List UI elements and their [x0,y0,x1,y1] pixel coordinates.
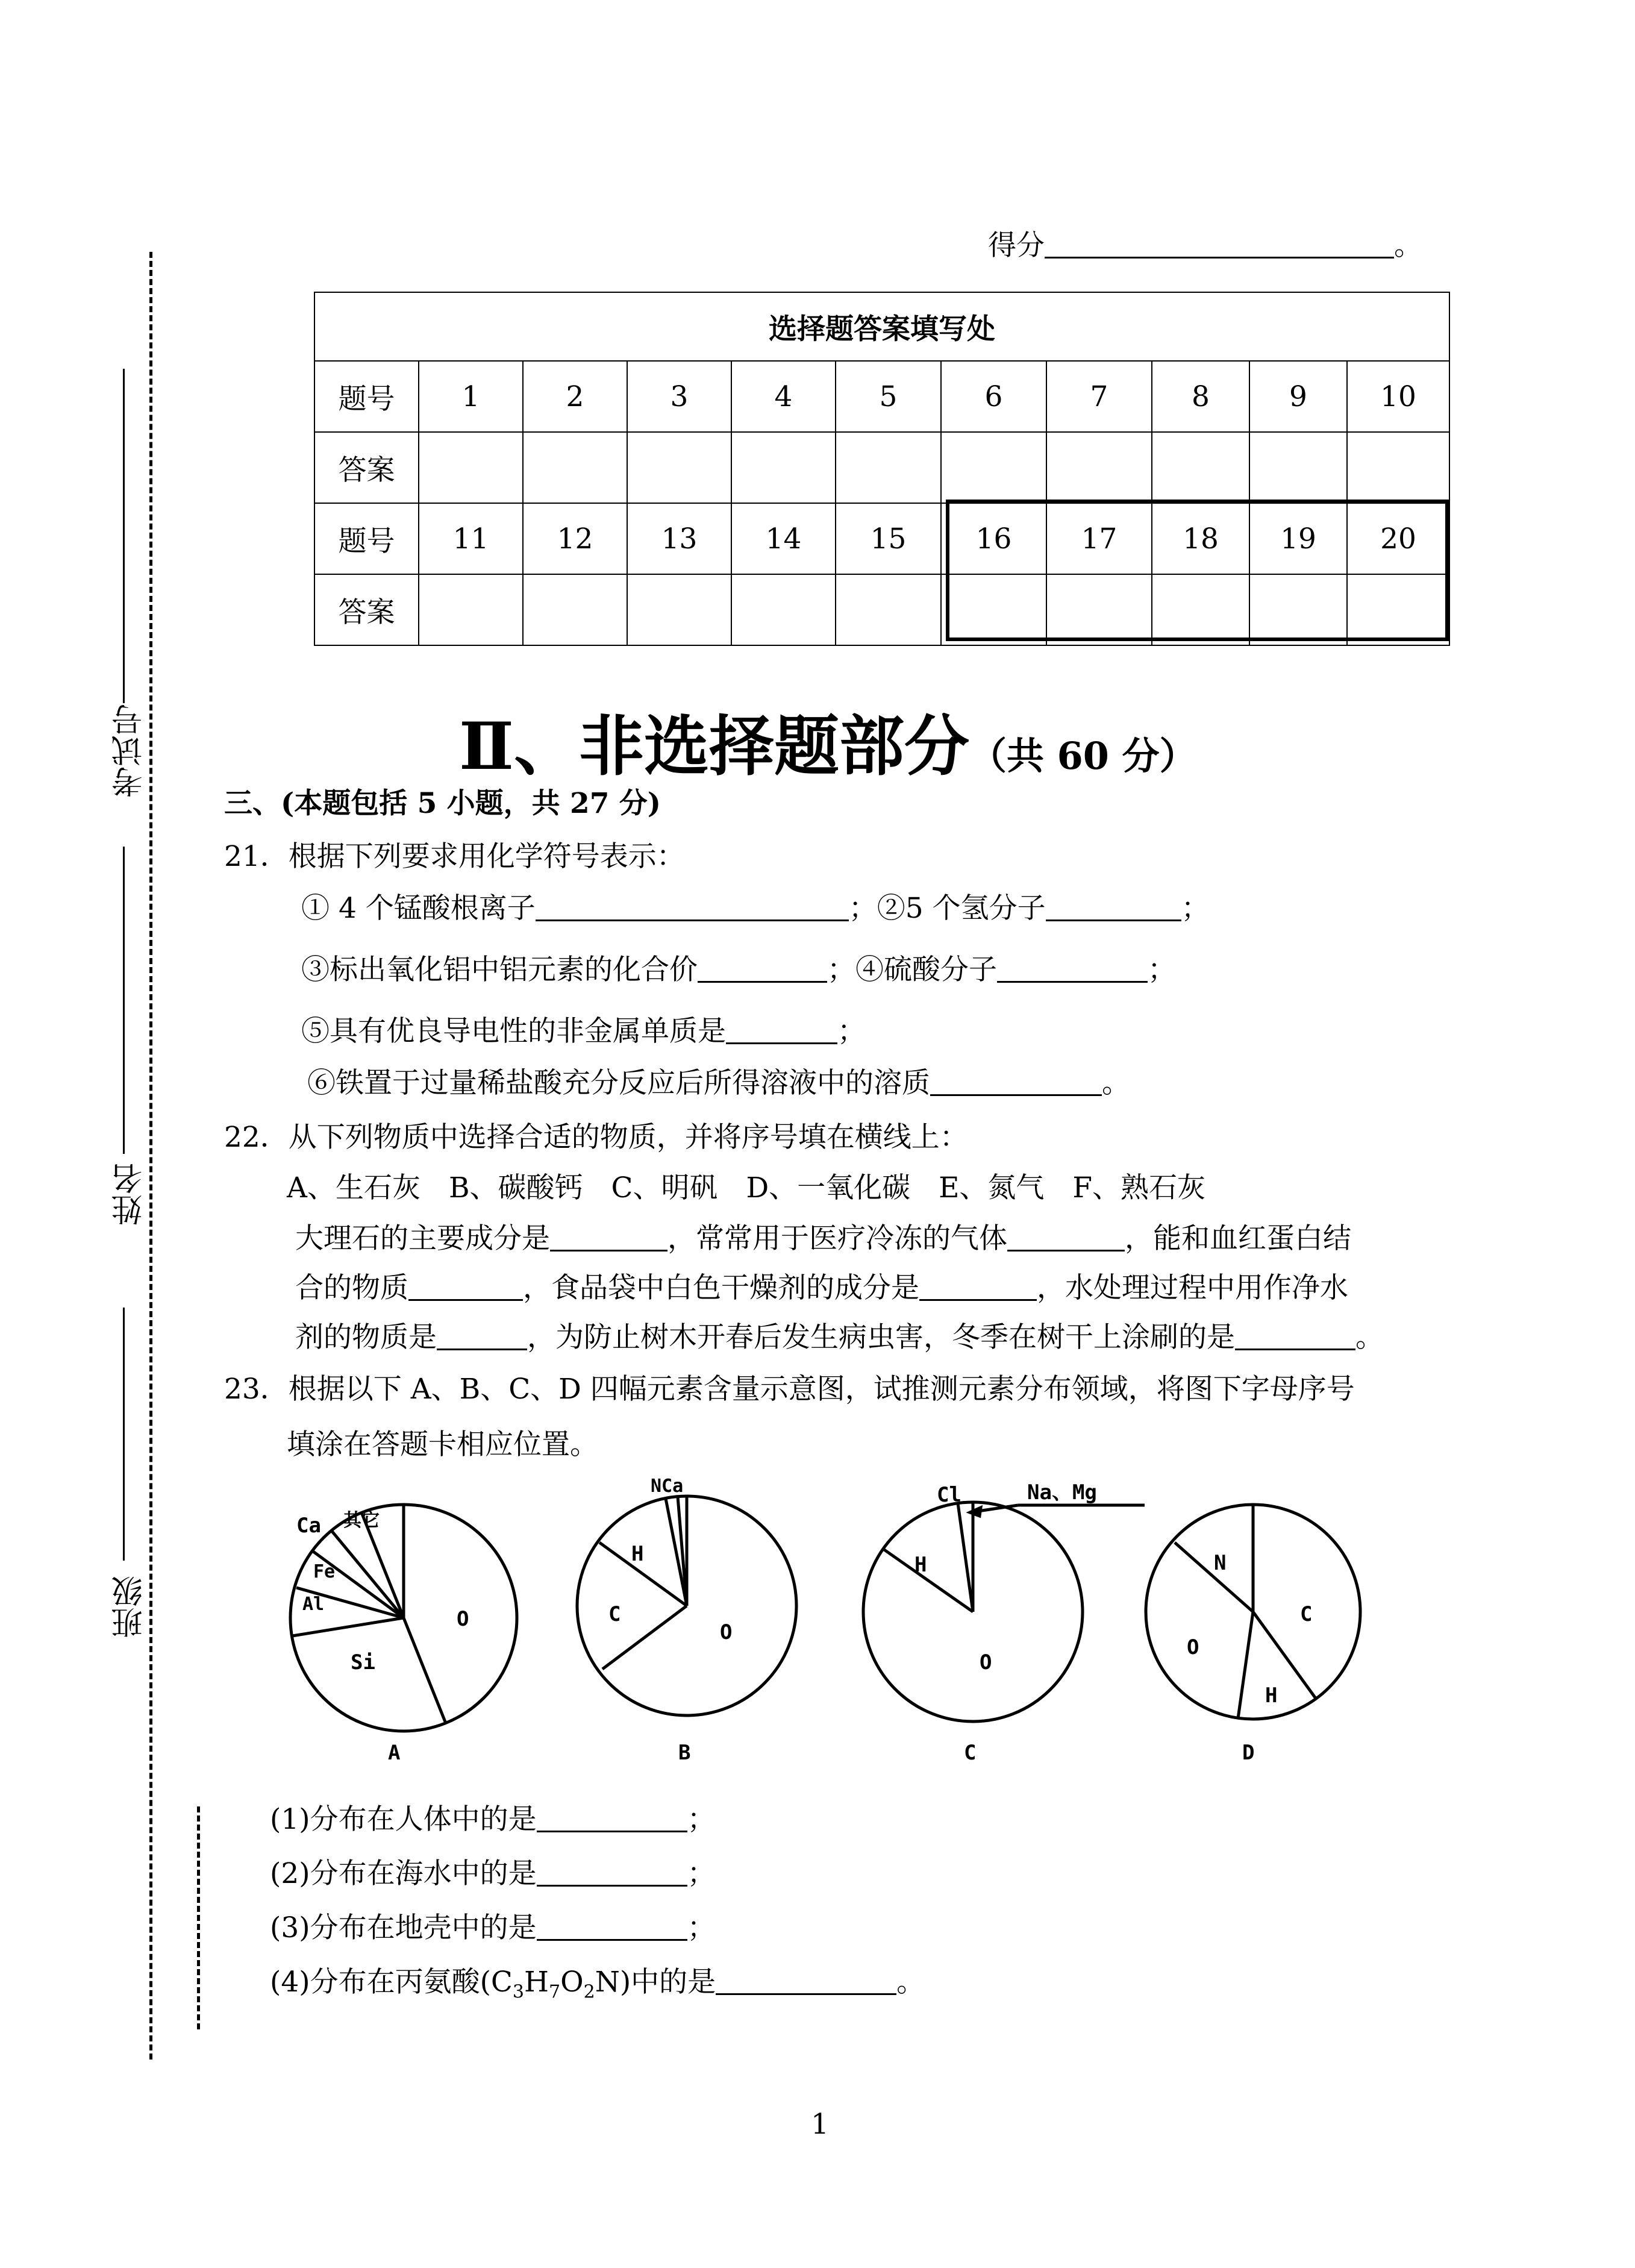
answer-cell[interactable] [836,432,941,503]
pie-d-label: H [1265,1684,1278,1708]
pie-a-label: Fe [313,1561,336,1582]
q21-line2: ③标出氧化铝中铝元素的化合价 ；④硫酸分子 ； [301,953,1176,986]
score-line: 得分 。 [988,229,1422,262]
class-label: 班级 [112,1576,148,1638]
pie-a [290,1505,517,1765]
pie-b [577,1476,796,1765]
section3-heading: 三、(本题包括 5 小题，共 27 分) [224,787,661,820]
q22-line1: 大理石的主要成分是 ，常常用于医疗冷冻的气体 ，能和血红蛋白结 [295,1222,1351,1255]
pie-d-label: N [1214,1551,1227,1575]
table-title: 选择题答案填写处 [314,292,1449,361]
answer-blank[interactable] [930,1070,1102,1096]
answer-cell[interactable] [731,574,836,645]
answer-cell[interactable] [1152,432,1249,503]
answer-blank[interactable] [1046,895,1181,921]
q23-stem-2: 填涂在答题卡相应位置。 [287,1428,598,1461]
answer-cell[interactable] [1046,574,1152,645]
table-row [314,432,1449,503]
binding-dash-line [149,252,152,2060]
table-row: 题号 11 12 13 14 15 16 17 18 19 20 [314,503,1449,574]
a-label: 答案 [314,574,419,645]
pie-d [1146,1505,1360,1765]
pie-b-letter: B [678,1741,691,1765]
pie-b-label: NCa [651,1476,684,1497]
q23-sub4: (4)分布在丙氨酸$(C_3H_7O_2N)$中的是 。 [270,1966,925,2003]
pie-d-label: O [1187,1635,1199,1659]
q23-sub2: (2)分布在海水中的是 ； [270,1857,716,1890]
q22-line2: 合的物质 ，食品袋中白色干燥剂的成分是 ，水处理过程中用作净水 [295,1271,1348,1305]
pie-c [863,1480,1145,1765]
pie-d-letter: D [1242,1741,1255,1765]
q23-sub1: (1)分布在人体中的是 ； [270,1803,716,1836]
answer-blank[interactable] [919,1275,1037,1301]
pie-a-label: Si [351,1650,375,1674]
element-pie-diagrams [265,1476,1446,1778]
answer-cell[interactable] [731,432,836,503]
answer-cell[interactable] [523,432,627,503]
answer-cell[interactable] [523,574,627,645]
exam-no-line [123,369,125,703]
q22-options: A、生石灰 B、碳酸钙 C、明矾 D、一氧化碳 E、氮气 F、熟石灰 [287,1171,1206,1204]
answer-cell[interactable] [941,432,1046,503]
answer-blank[interactable] [726,1018,837,1044]
table-row: 题号 1 2 3 4 5 6 7 8 9 10 [314,361,1449,432]
answer-cell[interactable] [419,432,523,503]
pie-a-label: O [457,1607,469,1631]
answer-blank[interactable] [698,957,827,983]
name-label: 姓名 [112,1163,148,1226]
score-label: 得分 [988,229,1045,262]
answer-cell[interactable] [419,574,523,645]
answer-blank[interactable] [408,1275,523,1301]
q22-line3: 剂的物质是 ，为防止树木开春后发生病虫害，冬季在树干上涂刷的是 。 [295,1321,1384,1354]
score-blank[interactable] [1045,233,1394,258]
answer-blank[interactable] [537,1861,687,1887]
answer-blank[interactable] [437,1324,527,1350]
q23-stem-1: 23．根据以下 A、B、C、D 四幅元素含量示意图，试推测元素分布领域，将图下字母序号 [224,1373,1355,1406]
answer-cell[interactable] [1152,574,1249,645]
q21-line1: ① 4 个锰酸根离子 ；②5 个氢分子 ； [301,892,1210,925]
pie-c-label: O [980,1650,992,1674]
answer-blank[interactable] [550,1226,667,1251]
answer-blank[interactable] [537,1806,687,1832]
part2-sub: （共 60 分） [969,734,1197,778]
part2-title: Ⅱ、非选择题部分 [459,709,970,785]
pie-b-label: O [720,1620,733,1644]
page-number: 1 [811,2108,829,2141]
answer-cell[interactable] [1249,574,1347,645]
pie-a-label: Al [302,1594,325,1615]
a-label: 答案 [314,432,419,503]
answer-cell[interactable] [627,432,731,503]
answer-blank[interactable] [997,957,1148,983]
answer-cell[interactable] [836,574,941,645]
answer-cell[interactable] [1347,574,1449,645]
pie-d-label: C [1300,1602,1313,1626]
pie-b-label: H [631,1542,644,1566]
q-label: 题号 [314,361,419,432]
pie-a-letter: A [388,1741,401,1765]
part2-heading [459,694,1196,788]
name-line [123,847,125,1154]
answer-cell[interactable] [627,574,731,645]
answer-cell[interactable] [941,574,1046,645]
q-label: 题号 [314,503,419,574]
pie-c-label: Na、Mg [1027,1480,1097,1505]
exam-no-label: 考试号 [112,704,148,798]
q21-line4: ⑥铁置于过量稀盐酸充分反应后所得溶液中的溶质 。 [307,1067,1130,1100]
answer-cell[interactable] [1046,432,1152,503]
answer-blank[interactable] [536,895,849,921]
class-line [123,1308,125,1561]
pie-a-label: 其它 [343,1510,380,1531]
answer-blank[interactable] [537,1915,687,1941]
pie-c-label: H [914,1553,927,1577]
binding-dash-line-lower [197,1806,200,2029]
answer-blank[interactable] [716,1969,896,1995]
q21-line3: ⑤具有优良导电性的非金属单质是 ； [301,1015,866,1048]
pie-c-label: Cl [937,1483,961,1507]
table-row [314,574,1449,645]
q22-stem: 22．从下列物质中选择合适的物质，并将序号填在横线上： [224,1121,968,1154]
pie-a-label: Ca [296,1514,321,1538]
q23-sub3: (3)分布在地壳中的是 ； [270,1911,716,1944]
answer-table [314,292,1450,646]
answer-blank[interactable] [1235,1324,1355,1350]
pie-b-label: C [608,1602,621,1626]
answer-cell[interactable] [1249,432,1347,503]
answer-blank[interactable] [1007,1226,1125,1251]
answer-cell[interactable] [1347,432,1449,503]
q21-stem: 21．根据下列要求用化学符号表示： [224,840,685,873]
pie-c-letter: C [964,1741,977,1765]
